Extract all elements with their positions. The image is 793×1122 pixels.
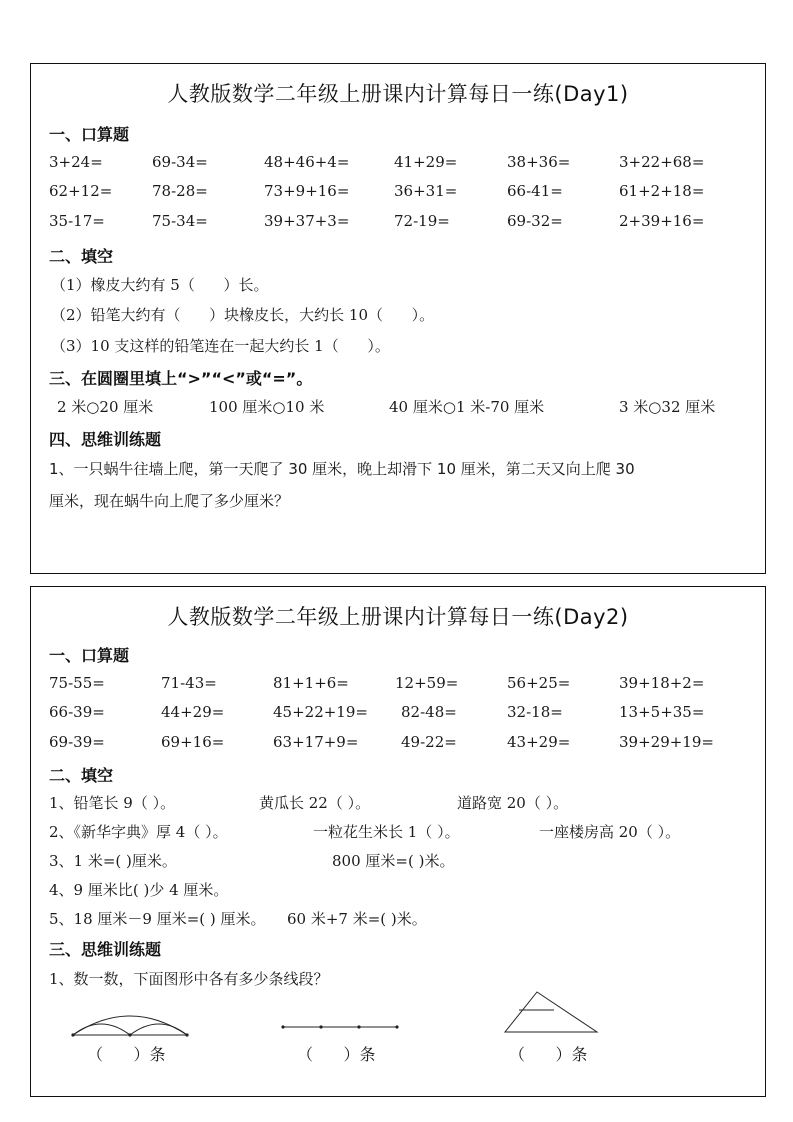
fill-blank-item: 一粒花生米长 1（ ）。 [313,823,460,841]
fill-blank-row [49,879,755,901]
fill-blank-row [49,850,755,872]
calc-item: 48+46+4= [264,153,350,171]
calc-item: 3+24= [49,153,103,171]
word-problem-line: 厘米，现在蜗牛向上爬了多少厘米？ [49,492,290,510]
fill-blank-item: 4、9 厘米比( )少 4 厘米。 [49,881,229,899]
page-title: 人教版数学二年级上册课内计算每日一练(Day1) [167,82,629,106]
calc-item: 13+5+35= [619,703,705,721]
calc-item: 81+1+6= [273,674,349,692]
fill-blank-item: 2、《新华字典》厚 4（ ）。 [49,823,228,841]
arc-segments-figure [69,1005,193,1041]
calc-item: 61+2+18= [619,182,705,200]
compare-item: 40 厘米○1 米-70 厘米 [389,398,545,416]
calc-item: 66-41= [507,182,563,200]
answer-blank: （ ）条 [297,1045,376,1064]
fill-blank-row [49,821,755,843]
calc-item: 78-28= [152,182,208,200]
calc-item: 43+29= [507,733,571,751]
section-heading-thinking: 四、思维训练题 [49,430,162,449]
calc-item: 32-18= [507,703,563,721]
fill-blank-item: 3、1 米=( )厘米。 [49,852,177,870]
answer-blank: （ ）条 [87,1045,166,1064]
section-heading-thinking: 三、思维训练题 [49,940,162,959]
calc-item: 75-34= [152,212,208,230]
calc-item: 75-55= [49,674,105,692]
compare-row [57,396,755,418]
calc-row [49,182,755,204]
calc-row [49,733,755,755]
calc-item: 44+29= [161,703,225,721]
four-point-line-figure [279,1021,401,1033]
section-heading-fill-blank: 二、填空 [49,247,114,266]
fill-blank-item: 一座楼房高 20（ ）。 [539,823,681,841]
calc-item: 36+31= [394,182,458,200]
calc-item: 69-34= [152,153,208,171]
fill-blank-item: 道路宽 20（ ）。 [457,794,569,812]
calc-item: 71-43= [161,674,217,692]
calc-item: 69-32= [507,212,563,230]
section-heading-oral-calc: 一、口算题 [49,646,130,665]
question-text: 1、数一数，下面图形中各有多少条线段？ [49,970,329,988]
calc-item: 69-39= [49,733,105,751]
calc-item: 12+59= [395,674,459,692]
compare-item: 100 厘米○10 米 [209,398,325,416]
calc-item: 39+18+2= [619,674,705,692]
fill-blank-item: 800 厘米=( )米。 [332,852,455,870]
calc-item: 82-48= [401,703,457,721]
calc-row [49,674,755,696]
compare-item: 2 米○20 厘米 [57,398,154,416]
fill-blank-item: （3）10 支这样的铅笔连在一起大约长 1（ ）。 [51,337,390,355]
fill-blank-item: （2）铅笔大约有（ ）块橡皮长，大约长 10（ ）。 [51,306,435,324]
calc-item: 73+9+16= [264,182,350,200]
fill-blank-item: 1、铅笔长 9（ ）。 [49,794,176,812]
calc-row [49,212,755,234]
calc-item: 41+29= [394,153,458,171]
fill-blank-item: 黄瓜长 22（ ）。 [259,794,371,812]
calc-item: 35-17= [49,212,105,230]
calc-item: 63+17+9= [273,733,359,751]
worksheet-day2 [30,586,766,1097]
fill-blank-item: 60 米+7 米=( )米。 [287,910,427,928]
page-title: 人教版数学二年级上册课内计算每日一练(Day2) [167,605,629,629]
section-heading-compare: 三、在圆圈里填上“>”“<”或“=”。 [49,369,313,388]
calc-item: 69+16= [161,733,225,751]
fill-blank-item: 5、18 厘米－9 厘米=( ) 厘米。 [49,910,266,928]
fill-blank-row [49,792,755,814]
calc-item: 62+12= [49,182,113,200]
section-heading-fill-blank: 二、填空 [49,766,114,785]
calc-item: 3+22+68= [619,153,705,171]
calc-row [49,153,755,175]
calc-item: 72-19= [394,212,450,230]
compare-item: 3 米○32 厘米 [619,398,716,416]
calc-item: 49-22= [401,733,457,751]
calc-item: 38+36= [507,153,571,171]
calc-row [49,703,755,725]
section-heading-oral-calc: 一、口算题 [49,125,130,144]
calc-item: 56+25= [507,674,571,692]
word-problem-line: 1、一只蜗牛往墙上爬，第一天爬了 30 厘米，晚上却滑下 10 厘米，第二天又向上爬 30 [49,460,635,478]
fill-blank-row [49,908,755,930]
triangle-figure [501,989,601,1035]
calc-item: 2+39+16= [619,212,705,230]
calc-item: 66-39= [49,703,105,721]
calc-item: 39+37+3= [264,212,350,230]
fill-blank-item: （1）橡皮大约有 5（ ）长。 [51,276,269,294]
calc-item: 39+29+19= [619,733,714,751]
answer-blank: （ ）条 [509,1045,588,1064]
calc-item: 45+22+19= [273,703,368,721]
worksheet-day1 [30,63,766,574]
